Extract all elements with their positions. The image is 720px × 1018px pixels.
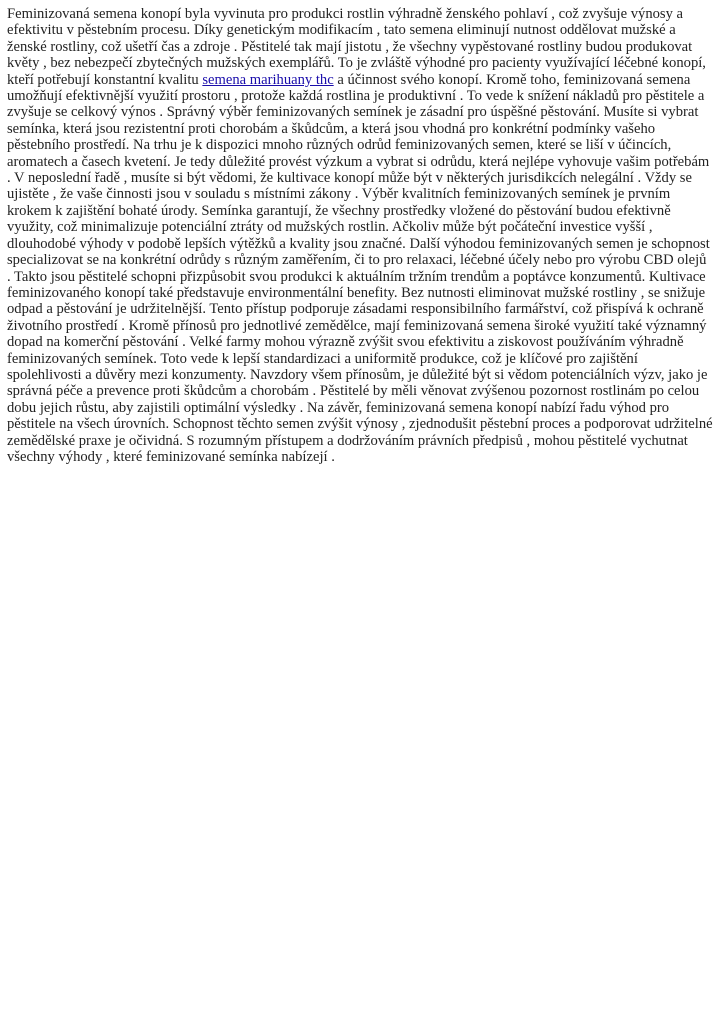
article-paragraph	[7, 6, 713, 465]
article-text-after-link: a účinnost svého konopí. Kromě toho, feminizovaná semena umožňují efektivnější využití prostoru , protože každá rostlina je produktivní . To vede k snížení nákladů pro pěstitele a zvyšuje se celkový výnos . Správný výběr feminizovaných semínek je zásadní pro úspěšné pěstování. Musíte si vybrat semínka, která jsou rezistentní proti chorobám a škůdcům, a která jsou vhodná pro konkrétní podmínky vašeho pěstebního prostředí. Na trhu je k dispozici mnoho různých odrůd feminizovaných semen, které se liší v účincích, aromatech a časech kvetení. Je tedy důležité provést výzkum a vybrat si odrůdu, která nejlépe vyhovuje vašim potřebám . V neposlední řadě , musíte si být vědomi, že kultivace konopí může být v některých jurisdikcích nelegální . Vždy se ujistěte , že vaše činnosti jsou v souladu s místními zákony . Výběr kvalitních feminizovaných semínek je prvním krokem k zajištění bohaté úrody. Semínka garantují, že všechny prostředky vložené do pěstování budou efektivně využity, což minimalizuje potenciální ztráty od mužských rostlin. Ačkoliv může být počáteční investice vyšší , dlouhodobé výhody v podobě lepších výtěžků a kvality jsou značné. Další výhodou feminizovaných semen je schopnost specializovat se na konkrétní odrůdy s různým zaměřením, či to pro relaxaci, léčebné účely nebo pro výrobu CBD olejů . Takto jsou pěstitelé schopni přizpůsobit svou produkci k aktuálním tržním trendům a poptávce konzumentů. Kultivace feminizovaného konopí také představuje environmentální benefity. Bez nutnosti eliminovat mužské rostliny , se snižuje odpad a pěstování je udržitelnější. Tento přístup podporuje zásadami responsibilního farmářství, což přispívá k ochraně životního prostředí . Kromě přínosů pro jednotlivé zemědělce, mají feminizovaná semena široké využití také významný dopad na komerční pěstování . Velké farmy mohou výrazně zvýšit svou efektivitu a ziskovost používáním výhradně feminizovaných semínek. Toto vede k lepší standardizaci a uniformitě produkce, což je klíčové pro zajištění spolehlivosti a důvěry mezi konzumenty. Navzdory všem přínosům, je důležité být si vědom potenciálních výzv, jako je správná péče a prevence proti škůdcům a chorobám . Pěstitelé by měli věnovat zvýšenou pozornost rostlinám po celou dobu jejich růstu, aby zajistili optimální výsledky . Na závěr, feminizovaná semena konopí nabízí řadu výhod pro pěstitele na všech úrovních. Schopnost těchto semen zvýšit výnosy , zjednodušit pěstební proces a podporovat udržitelné zemědělské praxe je očividná. S rozumným přístupem a dodržováním právních předpisů , mohou pěstitelé vychutnat všechny výhody , které feminizované semínka nabízejí .	[7, 71, 713, 465]
article-text-before-link: Feminizovaná semena konopí byla vyvinuta pro produkci rostlin výhradně ženského pohlaví , což zvyšuje výnosy a efektivitu v pěstebním procesu. Díky genetickým modifikacím , tato semena eliminují nutnost oddělovat mužské a ženské rostliny, což ušetří čas a zdroje . Pěstitelé tak mají jistotu , že všechny vypěstované rostliny budou produkovat květy , bez nebezpečí zbytečných mužských exemplářů. To je zvláště výhodné pro pacienty využívající léčebné konopí, kteří potřebují konstantní kvalitu	[7, 6, 706, 88]
article-body	[7, 6, 713, 465]
seeds-link[interactable]: semena marihuany thc	[202, 71, 334, 88]
